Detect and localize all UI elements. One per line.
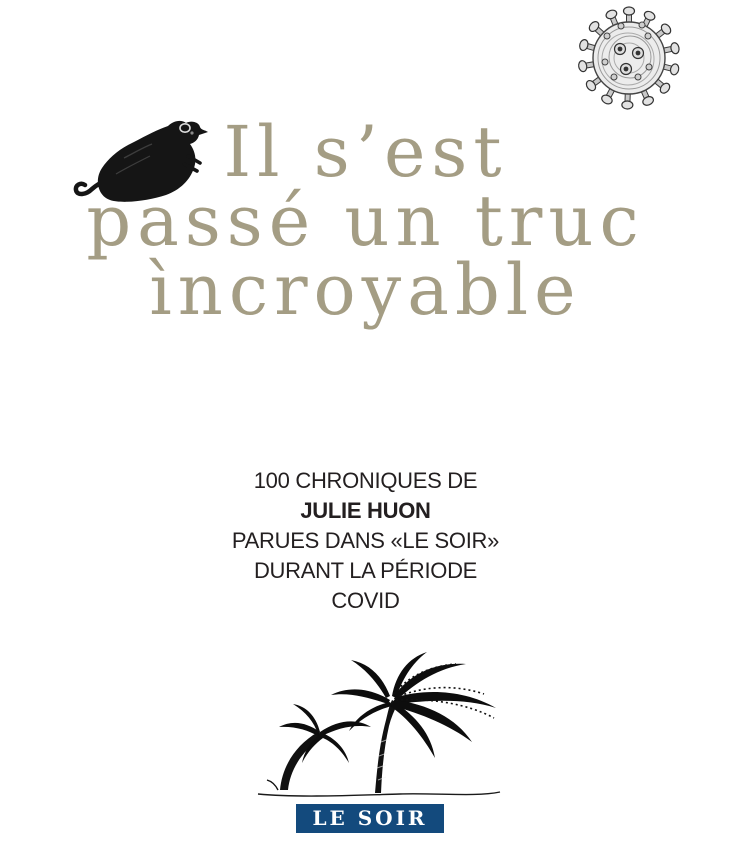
palm-trees-icon xyxy=(250,648,505,800)
author-name: JULIE HUON xyxy=(300,498,431,523)
subtitle-block xyxy=(0,466,731,616)
title-line-3: ìncroyable xyxy=(149,249,582,331)
coronavirus-icon xyxy=(576,5,682,111)
subtitle-line-4: DURANT LA PÉRIODE xyxy=(253,558,478,583)
title-line-2: passé un truc xyxy=(86,180,645,262)
subtitle-line-1: 100 CHRONIQUES DE xyxy=(253,468,478,493)
publisher-logo xyxy=(296,804,444,833)
publisher-logo-text: LE SOIR xyxy=(312,805,428,830)
subtitle-line-3: PARUES DANS «LE SOIR» xyxy=(231,528,500,553)
title-line-1: Il s’est xyxy=(223,111,508,193)
subtitle-line-5: COVID xyxy=(331,588,400,613)
page-title xyxy=(0,111,731,331)
